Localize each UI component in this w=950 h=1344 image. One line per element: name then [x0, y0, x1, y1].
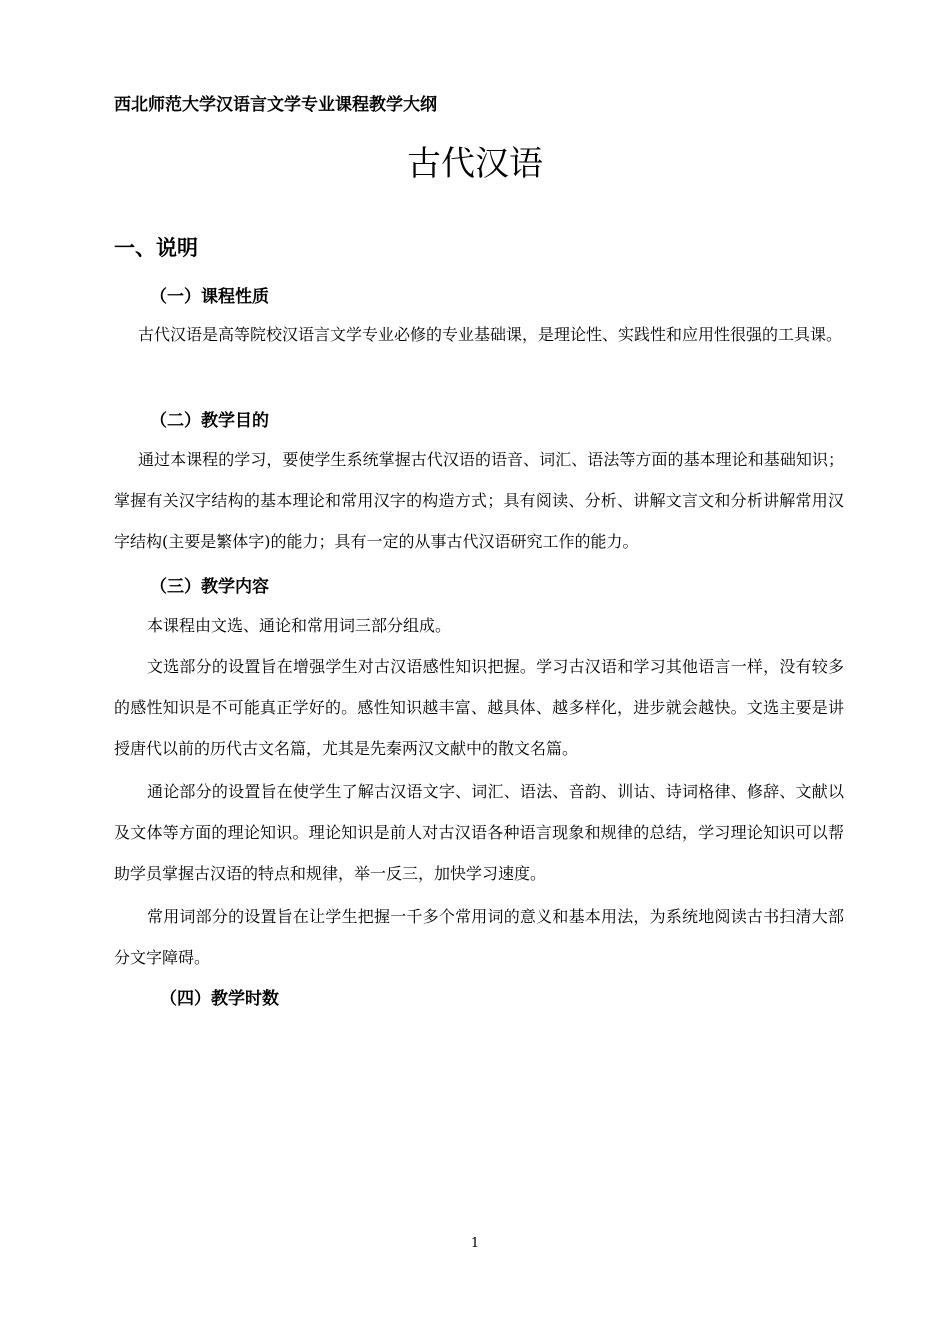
paragraph-readings: 文选部分的设置旨在增强学生对古汉语感性知识把握。学习古汉语和学习其他语言一样，没有较多的感性知识是不可能真正学好的。感性知识越丰富、越具体、越多样化，进步就会越快。文选主要是讲授唐代以前的历代古文名篇，尤其是先秦两汉文献中的散文名篇。 — [114, 657, 844, 758]
section-heading-explanation: 一、说明 — [114, 236, 198, 260]
paragraph-course-nature: 古代汉语是高等院校汉语言文学专业必修的专业基础课，是理论性、实践性和应用性很强的工具课。 — [138, 325, 843, 344]
document-header: 西北师范大学汉语言文学专业课程教学大纲 — [114, 95, 437, 115]
paragraph-content-overview: 本课程由文选、通论和常用词三部分组成。 — [147, 616, 452, 635]
subsection-heading-teaching-hours: （四）教学时数 — [160, 989, 279, 1009]
paragraph-common-words: 常用词部分的设置旨在让学生把握一千多个常用词的意义和基本用法，为系统地阅读古书扫清大部分文字障碍。 — [114, 907, 844, 967]
paragraph-teaching-purpose: 通过本课程的学习，要使学生系统掌握古代汉语的语音、词汇、语法等方面的基本理论和基础知识；掌握有关汉字结构的基本理论和常用汉字的构造方式；具有阅读、分析、讲解文言文和分析讲解常用汉字结构(主要是繁体字)的能力；具有一定的从事古代汉语研究工作的能力。 — [114, 450, 844, 551]
paragraph-general-theory: 通论部分的设置旨在使学生了解古汉语文字、词汇、语法、音韵、训诂、诗词格律、修辞、文献以及文体等方面的理论知识。理论知识是前人对古汉语各种语言现象和规律的总结，学习理论知识可以帮助学员掌握古汉语的特点和规律，举一反三，加快学习速度。 — [114, 782, 844, 883]
subsection-heading-teaching-purpose: （二）教学目的 — [150, 411, 269, 431]
subsection-heading-teaching-content: （三）教学内容 — [150, 577, 269, 597]
page-number: 1 — [470, 1236, 480, 1251]
subsection-heading-course-nature: （一）课程性质 — [150, 287, 269, 307]
document-title: 古代汉语 — [407, 144, 543, 184]
